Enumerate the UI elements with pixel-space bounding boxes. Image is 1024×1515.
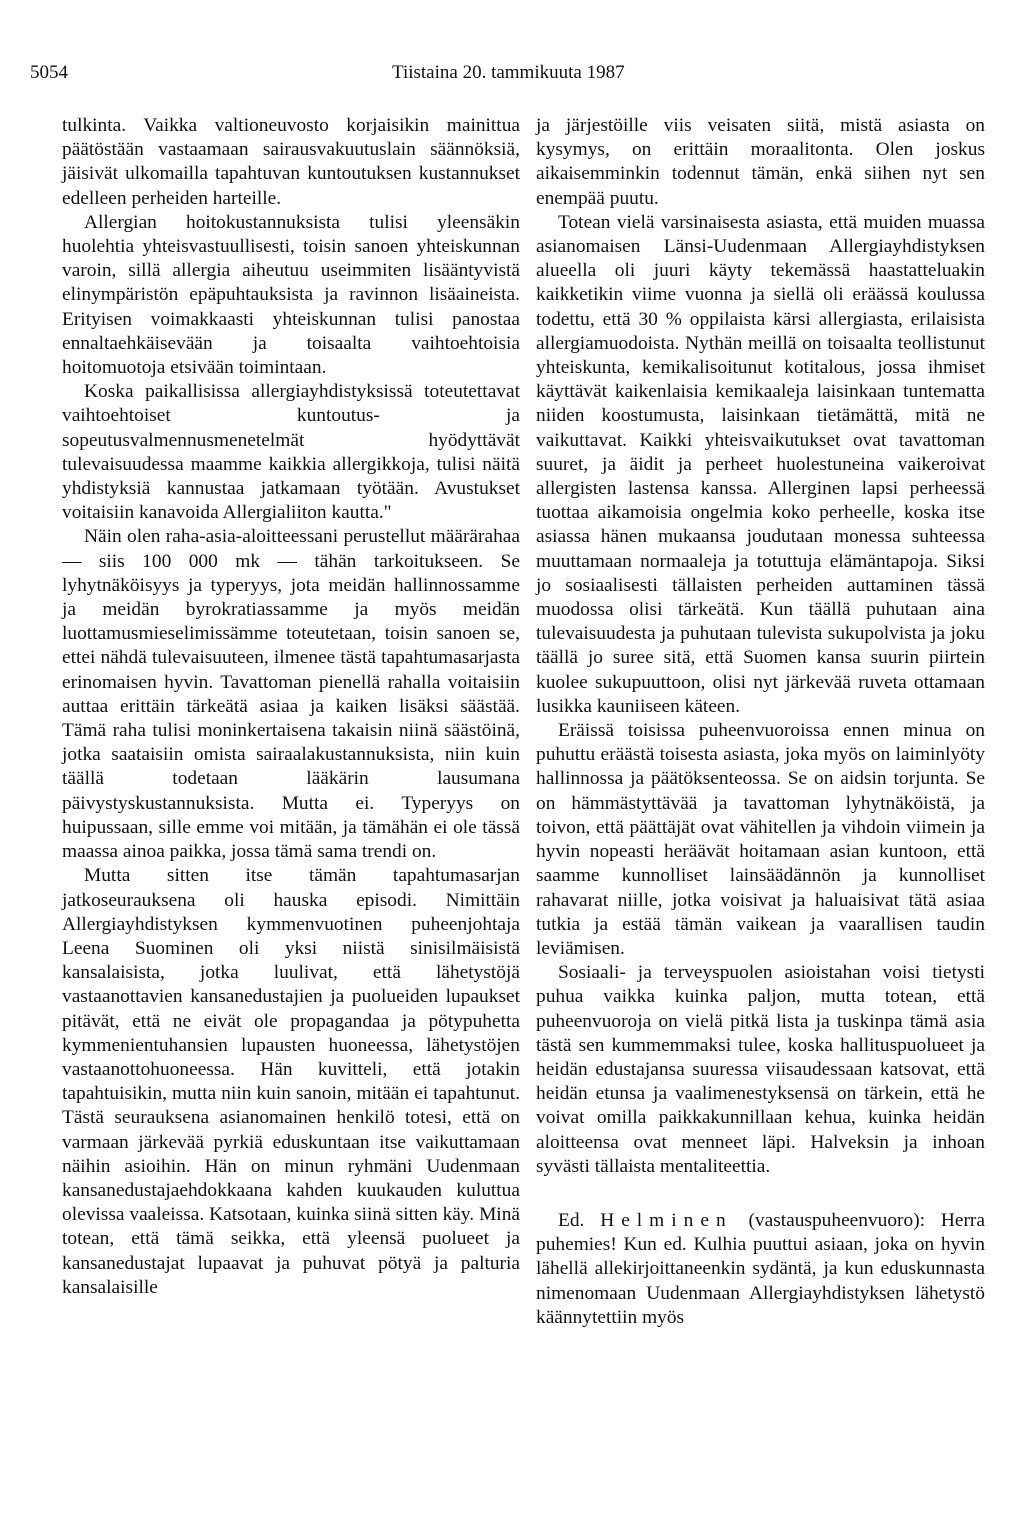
page-number: 5054 <box>30 62 68 83</box>
paragraph: Koska paikallisissa allergiayhdistyksissä toteutettavat vaihtoehtoiset kuntoutus- ja sopeutusvalmennusmenetelmät hyödyttävät tulevaisuudessa maamme kaikkia allergikkoja, tulisi näitä yhdistyksiä kannustaa jatkamaan työtään. Avustukset voitaisiin kanavoida Allergialiiton kautta." <box>62 381 520 524</box>
page-header <box>30 62 984 92</box>
paragraph: Sosiaali- ja terveyspuolen asioistahan voisi tietysti puhua vaikka kuinka paljon, mutta totean, että puheenvuoroja on vielä pitkä lista ja tuskinpa tämä asia tästä sen kummemmaksi tulee, koska hallituspuolueet ja heidän edustajansa suuressa viisaudessaan katsovat, että heidän etunsa ja vaalimenestyksensä on tärkein, että he voivat omilla paikkakunnillaan kehua, kuinka heidän aloitteensa ovat menneet läpi. Halveksin ja inhoan syvästi tällaista mentaliteettia. <box>536 962 985 1177</box>
speaker-name: Helminen <box>600 1209 733 1231</box>
paragraph: ja järjestöille viis veisaten siitä, mistä asiasta on kysymys, on erittäin moraalitonta. Olen joskus aikaisemminkin todennut tämän, enkä siihen nyt sen enempää puutu. <box>536 115 985 209</box>
speaker-note: (vastauspuheenvuoro): <box>732 1209 941 1231</box>
paragraph: Mutta sitten itse tämän tapahtumasarjan jatkoseurauksena oli hauska episodi. Nimittäin Allergiayhdistyksen kymmenvuotinen puheenjohtaja Leena Suominen oli yksi niistä sinisilmäisistä kansalaisista, jotka luulivat, että lähetystöjä vastaanottavien kansanedustajien ja puolueiden lupaukset pitävät, että ne eivät ole propagandaa ja pötypuhetta kymmenientuhansien lupausten huoneessa, lähetystöjen vastaanottohuoneessa. Hän kuvitteli, että jotakin tapahtuisikin, mutta niin kuin sanoin, mitään ei tapahtunut. Tästä seurauksena asianomainen henkilö totesi, että on varmaan järkevää pyrkiä eduskuntaan itse vaikuttamaan näihin asioihin. Hän on minun ryhmäni Uudenmaan kansanedustajaehdokkaana kahden kuukauden kuluttua olevissa vaaleissa. Katsotaan, kuinka siinä sitten käy. Minä totean, että tämä seikka, että yleensä puolueet ja kansanedustajat lupaavat ja puhuvat pötyä ja palturia kansalaisille <box>62 865 520 1298</box>
left-column <box>62 114 520 1300</box>
speaker-prefix: Ed. <box>558 1209 601 1231</box>
session-date: Tiistaina 20. tammikuuta 1987 <box>392 62 625 83</box>
paragraph: tulkinta. Vaikka valtioneuvosto korjaisikin mainittua päätöstään vastaamaan sairausvakuutuslain säännöksiä, jäisivät ulkomailla tapahtuvan kuntoutuksen kustannukset edelleen perheiden harteille. <box>62 115 520 209</box>
paragraph: Näin olen raha-asia-aloitteessani perustellut määrärahaa — siis 100 000 mk — tähän tarkoitukseen. Se lyhytnäköisyys ja typeryys, jota meidän hallinnossamme ja meidän byrokratiassamme ja myös meidän luottamusmieselimissämme toteutetaan, toisin sanoen se, ettei nähdä tulevaisuuteen, ilmenee tästä tapahtumasarjasta erinomaisen hyvin. Tavattoman pienellä rahalla voitaisiin auttaa erittäin tärkeätä asiaa ja kaiken lisäksi säästää. Tämä raha tulisi moninkertaisena takaisin niinä säästöinä, jotka saataisiin omista sairaalakustannuksista, niin kuin täällä todetaan lääkärin lausumana päivystyskustannuksista. Mutta ei. Typeryys on huipussaan, sille emme voi mitään, ja tämähän ei ole tässä maassa ainoa paikka, jossa tämä sama trendi on. <box>62 526 520 863</box>
speech-text: Herra puhemies! Kun ed. Kulhia puuttui asiaan, joka on hyvin lähellä allekirjoittaneenkin sydäntä, ja kun eduskunnasta nimenomaan Uudenmaan Allergiayhdistyksen lähetystö käännytettiin myös <box>536 1209 985 1328</box>
paragraph: Eräissä toisissa puheenvuoroissa ennen minua on puhuttu eräästä toisesta asiasta, joka myös on laiminlyöty hallinnossa ja päätöksenteossa. Se on aidsin torjunta. Se on hämmästyttävää ja tavattoman lyhytnäköistä, ja toivon, että päättäjät ovat vähitellen ja vihdoin viimein ja hyvin nopeasti heräävät hoitamaan asian kuntoon, että saamme kunnolliset lainsäädännön ja kunnolliset rahavarat niille, jotka voisivat ja haluaisivat tätä asiaa tutkia ja estää tämän vaikean ja vaarallisen taudin leviämisen. <box>536 720 985 959</box>
speaker-entry <box>536 1209 985 1330</box>
right-column <box>536 114 985 1330</box>
paragraph: Allergian hoitokustannuksista tulisi yleensäkin huolehtia yhteisvastuullisesti, toisin sanoen yhteiskunnan varoin, sillä allergia aiheutuu useimmiten lisääntyvistä elinympäristön epäpuhtauksista ja ravinnon lisäaineista. Erityisen voimakkaasti yhteiskunnan tulisi panostaa ennaltaehkäisevään ja toisaalta vaihtoehtoisia hoitomuotoja etsivään toimintaan. <box>62 211 520 379</box>
paragraph: Totean vielä varsinaisesta asiasta, että muiden muassa asianomaisen Länsi-Uudenmaan Allergiayhdistyksen alueella oli juuri käyty tekemässä haastatteluakin kaikketikin viime vuonna ja siellä oli eräässä koulussa todettu, että 30 % oppilaista kärsi allergiasta, erilaisista allergiamuodoista. Nythän meillä on toisaalta teollistunut yhteiskunta, kemikalisoitunut kotitalous, jossa ihmiset käyttävät kaikenlaisia kemikaaleja laisinkaan tuntematta niiden koostumusta, laisinkaan tietämättä, mitä ne vaikuttavat. Kaikki yhteisvaikutukset ovat tavattoman suuret, ja äidit ja perheet huolestuneina vaikeroivat allergisten lastensa kanssa. Allerginen lapsi perheessä tuottaa aikamoisia ongelmia koko perheelle, koska itse asiassa hänen mukaansa joudutaan monessa suhteessa muuttamaan normaaleja ja totuttuja elämäntapoja. Siksi jo sosiaalisesti tällaisten perheiden auttaminen tässä muodossa olisi tärkeätä. Kun täällä puhutaan aina tulevaisuudesta ja puhutaan tulevista sukupolvista ja joku täällä jo suree sitä, että Suomen kansa suurin piirtein kuolee sukupuuttoon, olisi nyt järkevää ruveta ottamaan lusikka kauniiseen käteen. <box>536 211 985 717</box>
